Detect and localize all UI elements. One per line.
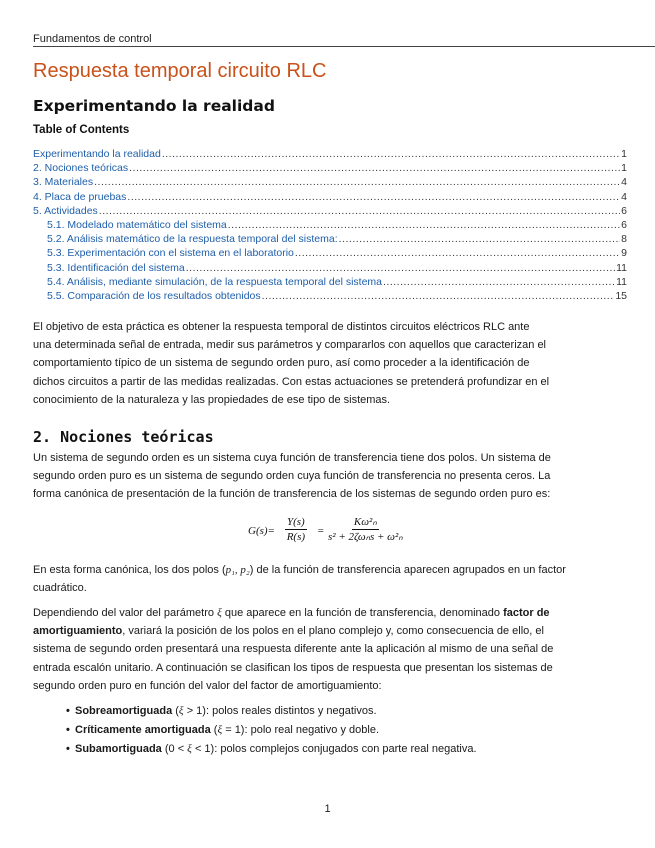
toc-leader-dots: [129, 162, 620, 174]
toc-entry-label[interactable]: 5. Actividades: [33, 204, 98, 217]
text-line: dichos circuitos a partir de las medidas realizadas. Con estas actuaciones se pretenderá profundizar en el: [33, 375, 550, 388]
toc-entry[interactable]: [33, 148, 627, 162]
text-run: (0 <: [161, 743, 188, 755]
toc-entry-label[interactable]: 5.4. Análisis, mediante simulación, de la respuesta temporal del sistema: [47, 275, 383, 288]
toc-entry-label[interactable]: 5.3. Experimentación con el sistema en el laboratorio: [47, 247, 294, 260]
toc-entry-page: 6: [621, 204, 627, 217]
text-line: comportamiento típico de un sistema de segundo orden puro, así como proceder a la identificación de: [33, 357, 530, 370]
text-line: segundo orden puro en función del valor del factor de amortiguamiento:: [33, 679, 382, 692]
list-item-term: Subamortiguada: [75, 743, 162, 755]
toc-entry-page: 4: [621, 176, 627, 189]
text-line: segundo orden puro es un sistema de segundo orden cuya función de transferencia no presenta ceros. La: [33, 470, 551, 483]
toc-leader-dots: [99, 205, 620, 217]
toc-entry-label[interactable]: 5.5. Comparación de los resultados obtenidos: [47, 289, 261, 302]
text-run: que aparece en la función de transferencia, denominado: [221, 607, 504, 619]
math-xi: ξ: [178, 705, 184, 717]
fraction-numerator: Y(s): [287, 516, 305, 528]
toc-entry-page: 11: [616, 275, 627, 288]
math-xi: ξ: [187, 743, 192, 755]
toc-entry-page: 11: [616, 261, 627, 274]
text-run: (: [172, 705, 179, 717]
bullet-marker: •: [66, 705, 70, 717]
text-run: < 1): polos complejos conjugados con parte real negativa.: [191, 743, 477, 755]
toc-entry[interactable]: [33, 162, 627, 176]
toc-entry-page: 4: [621, 190, 627, 203]
canonical-form-paragraph: [33, 561, 613, 597]
section-heading-experimentando: Experimentando la realidad: [33, 97, 275, 115]
toc-leader-dots: [383, 276, 615, 288]
nociones-paragraph: [33, 449, 613, 504]
toc-entry-page: 15: [615, 289, 627, 302]
transfer-function-formula: [248, 513, 418, 549]
text-line: conocimiento de la naturaleza y las propiedades de ese tipo de sistemas.: [33, 393, 391, 406]
list-item-term: Críticamente amortiguada: [75, 724, 211, 736]
toc-subentry[interactable]: [33, 247, 627, 261]
text-run: (: [210, 724, 218, 736]
list-item: [66, 721, 477, 740]
toc-subentry[interactable]: [33, 276, 627, 290]
bold-term: factor de: [503, 607, 550, 619]
toc-leader-dots: [94, 176, 620, 188]
damping-paragraph: [33, 604, 623, 695]
toc-entry-label[interactable]: 2. Nociones teóricas: [33, 162, 129, 175]
toc-entry-page: 1: [621, 148, 627, 160]
toc-entry-label[interactable]: 5.2. Análisis matemático de la respuesta temporal del sistema:: [47, 233, 338, 246]
text-line: sistema de segundo orden presentará una respuesta diferente ante la aplicación al mismo de una señal de: [33, 643, 554, 656]
formula-fraction-canonical: [328, 516, 403, 544]
toc-subentry[interactable]: [33, 219, 627, 233]
toc-entry[interactable]: [33, 176, 627, 190]
text-line: Un sistema de segundo orden es un sistema cuya función de transferencia tiene dos polos. Un sistema de: [33, 452, 551, 464]
formula-lhs: G(s)=: [248, 525, 275, 537]
document-title: Respuesta temporal circuito RLC: [33, 60, 327, 82]
math-poles: p₁, p₂: [225, 564, 250, 576]
text-run: , variará la posición de los polos en el plano complejo y, como consecuencia de ello, el: [122, 625, 544, 638]
toc-entry-label[interactable]: 5.1. Modelado matemático del sistema: [47, 218, 227, 231]
table-of-contents: [33, 148, 627, 304]
toc-subentry[interactable]: [33, 262, 627, 276]
fraction-denominator: s² + 2ζωₙs + ω²ₙ: [328, 531, 403, 543]
toc-entry-page: 1: [621, 162, 627, 175]
toc-entry[interactable]: [33, 191, 627, 205]
list-item: [66, 740, 477, 759]
toc-entry-page: 6: [621, 218, 627, 231]
toc-entry-page: 8: [621, 233, 627, 246]
formula-equals: =: [317, 525, 325, 537]
list-item-term: Sobreamortiguada: [75, 705, 173, 717]
toc-subentry[interactable]: [33, 290, 627, 304]
intro-paragraph: [33, 318, 593, 409]
toc-leader-dots: [295, 247, 620, 259]
text-run: ) de la función de transferencia aparecen agrupados en un factor: [249, 564, 566, 576]
text-run: En esta forma canónica, los dos polos (: [33, 564, 226, 576]
running-header: Fundamentos de control: [33, 33, 655, 47]
toc-leader-dots: [339, 233, 621, 245]
fraction-denominator: R(s): [286, 531, 306, 543]
math-xi: ξ: [217, 724, 223, 736]
toc-leader-dots: [228, 219, 620, 231]
section-heading-nociones: 2. Nociones teóricas: [33, 428, 214, 446]
toc-entry-label[interactable]: 3. Materiales: [33, 176, 94, 189]
text-line: una determinada señal de entrada, medir sus parámetros y compararlos con aquellos que caracterizan el: [33, 339, 547, 352]
toc-entry-label[interactable]: Experimentando la realidad: [33, 148, 161, 160]
formula-fraction-output-input: [285, 516, 307, 544]
toc-entry-label[interactable]: 5.3. Identificación del sistema: [47, 261, 185, 274]
toc-entry[interactable]: [33, 205, 627, 219]
toc-leader-dots: [186, 262, 615, 274]
bullet-marker: •: [66, 724, 70, 736]
text-line: forma canónica de presentación de la función de transferencia de los sistemas de segundo orden puro es:: [33, 488, 551, 501]
bullet-marker: •: [66, 743, 70, 755]
toc-leader-dots: [127, 191, 620, 203]
bold-term: amortiguamiento: [33, 625, 123, 638]
text-run: > 1): polos reales distintos y negativos.: [183, 705, 377, 717]
list-item: [66, 702, 477, 721]
toc-leader-dots: [162, 148, 620, 160]
toc-entry-label[interactable]: 4. Placa de pruebas: [33, 190, 127, 203]
fraction-numerator: Kω²ₙ: [353, 516, 377, 528]
text-run: = 1): polo real negativo y doble.: [222, 724, 380, 736]
text-line: El objetivo de esta práctica es obtener la respuesta temporal de distintos circuitos eléctricos RLC ante: [33, 321, 530, 333]
toc-heading: Table of Contents: [33, 124, 130, 136]
toc-entry-page: 9: [621, 247, 627, 260]
text-run: Dependiendo del valor del parámetro: [33, 607, 218, 619]
text-line: entrada escalón unitario. A continuación se clasifican los tipos de respuesta que presentan los sistemas de: [33, 661, 553, 674]
damping-types-list: [66, 702, 477, 759]
page-number: 1: [324, 803, 331, 815]
text-line: cuadrático.: [33, 582, 87, 595]
toc-subentry[interactable]: [33, 233, 627, 247]
toc-leader-dots: [262, 290, 615, 302]
math-xi: ξ: [217, 607, 222, 619]
